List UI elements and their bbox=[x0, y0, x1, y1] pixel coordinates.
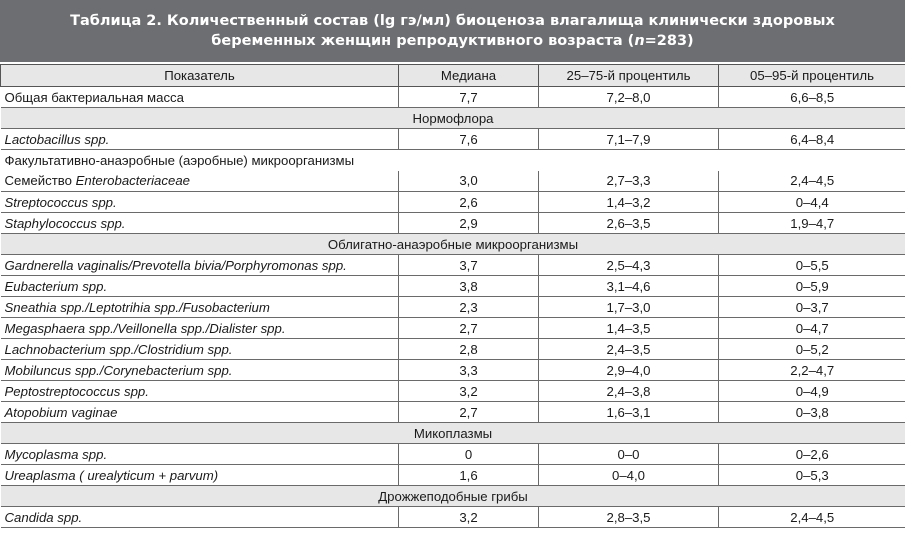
row-name: Megasphaera spp./Veillonella spp./Dialister spp. bbox=[4, 320, 286, 336]
table-row bbox=[1, 339, 905, 360]
table-row bbox=[1, 360, 905, 381]
row-name: Ureaplasma ( urealyticum + parvum) bbox=[4, 467, 219, 483]
header-indicator: Показатель bbox=[1, 65, 399, 87]
row-label bbox=[1, 360, 399, 381]
subsection-row bbox=[1, 150, 905, 171]
median-cell: 2,6 bbox=[399, 192, 539, 213]
p25-75-cell: 1,4–3,5 bbox=[539, 318, 719, 339]
row-name: Streptococcus spp. bbox=[4, 194, 117, 210]
section-row bbox=[1, 108, 905, 129]
row-name: Gardnerella vaginalis/Prevotella bivia/Porphyromonas spp. bbox=[4, 257, 347, 273]
row-label bbox=[1, 507, 399, 528]
title-text: беременных женщин репродуктивного возраста ( bbox=[211, 33, 635, 49]
p25-75-cell: 2,5–4,3 bbox=[539, 255, 719, 276]
header-median: Медиана bbox=[399, 65, 539, 87]
table-title-line-2 bbox=[211, 31, 693, 51]
table-row bbox=[1, 192, 905, 213]
empty-cell bbox=[399, 150, 539, 171]
table-row bbox=[1, 129, 905, 150]
median-cell: 3,8 bbox=[399, 276, 539, 297]
table-title-line-1: Таблица 2. Количественный состав (lg гэ/мл) биоценоза влагалища клинически здоровых bbox=[70, 13, 835, 29]
row-label bbox=[1, 255, 399, 276]
p05-95-cell: 0–4,4 bbox=[719, 192, 905, 213]
median-cell: 3,2 bbox=[399, 507, 539, 528]
p25-75-cell: 2,4–3,8 bbox=[539, 381, 719, 402]
row-label: Общая бактериальная масса bbox=[1, 87, 399, 108]
section-normoflora: Нормофлора bbox=[1, 108, 905, 129]
section-row bbox=[1, 234, 905, 255]
table-row bbox=[1, 465, 905, 486]
row-name: Sneathia spp./Leptotrihia spp./Fusobacterium bbox=[4, 299, 270, 315]
p05-95-cell: 1,9–4,7 bbox=[719, 213, 905, 234]
table-row bbox=[1, 318, 905, 339]
row-name: Eubacterium spp. bbox=[4, 278, 108, 294]
median-cell: 2,7 bbox=[399, 318, 539, 339]
row-label bbox=[1, 297, 399, 318]
row-name: Enterobacteriaceae bbox=[75, 173, 190, 189]
section-mycoplasma: Микоплазмы bbox=[1, 423, 905, 444]
median-cell: 1,6 bbox=[399, 465, 539, 486]
table-row bbox=[1, 381, 905, 402]
p25-75-cell: 7,2–8,0 bbox=[539, 87, 719, 108]
p05-95-cell: 0–5,5 bbox=[719, 255, 905, 276]
row-label bbox=[1, 276, 399, 297]
p25-75-cell: 1,6–3,1 bbox=[539, 402, 719, 423]
row-label bbox=[1, 213, 399, 234]
row-name: Candida spp. bbox=[4, 509, 83, 525]
p25-75-cell: 2,7–3,3 bbox=[539, 171, 719, 192]
p05-95-cell: 2,2–4,7 bbox=[719, 360, 905, 381]
title-count: =283) bbox=[644, 33, 694, 49]
p05-95-cell: 0–3,7 bbox=[719, 297, 905, 318]
section-fungi: Дрожжеподобные грибы bbox=[1, 486, 905, 507]
median-cell: 2,9 bbox=[399, 213, 539, 234]
row-label bbox=[1, 192, 399, 213]
median-cell: 7,7 bbox=[399, 87, 539, 108]
row-name: Atopobium vaginae bbox=[4, 404, 118, 420]
median-cell: 3,2 bbox=[399, 381, 539, 402]
header-p05-95: 05–95-й процентиль bbox=[719, 65, 905, 87]
empty-cell bbox=[719, 150, 905, 171]
p25-75-cell: 7,1–7,9 bbox=[539, 129, 719, 150]
row-name: Peptostreptococcus spp. bbox=[4, 383, 149, 399]
p05-95-cell: 6,6–8,5 bbox=[719, 87, 905, 108]
p05-95-cell: 0–4,9 bbox=[719, 381, 905, 402]
table-row bbox=[1, 297, 905, 318]
median-cell: 2,7 bbox=[399, 402, 539, 423]
table-row bbox=[1, 171, 905, 192]
row-label bbox=[1, 129, 399, 150]
row-label bbox=[1, 339, 399, 360]
median-cell: 3,3 bbox=[399, 360, 539, 381]
row-label bbox=[1, 381, 399, 402]
row-name: Lactobacillus spp. bbox=[4, 131, 110, 147]
empty-cell bbox=[539, 150, 719, 171]
p05-95-cell: 2,4–4,5 bbox=[719, 507, 905, 528]
section-obligate: Облигатно-анаэробные микроорганизмы bbox=[1, 234, 905, 255]
p05-95-cell: 2,4–4,5 bbox=[719, 171, 905, 192]
row-name: Staphylococcus spp. bbox=[4, 215, 126, 231]
row-label bbox=[1, 444, 399, 465]
median-cell: 7,6 bbox=[399, 129, 539, 150]
table-row bbox=[1, 444, 905, 465]
table-row bbox=[1, 402, 905, 423]
row-name: Mycoplasma spp. bbox=[4, 446, 108, 462]
p25-75-cell: 3,1–4,6 bbox=[539, 276, 719, 297]
table-row bbox=[1, 276, 905, 297]
median-cell: 2,3 bbox=[399, 297, 539, 318]
median-cell: 3,0 bbox=[399, 171, 539, 192]
title-n: n bbox=[634, 33, 645, 49]
header-row bbox=[1, 65, 905, 87]
p25-75-cell: 2,8–3,5 bbox=[539, 507, 719, 528]
header-p25-75: 25–75-й процентиль bbox=[539, 65, 719, 87]
p05-95-cell: 0–4,7 bbox=[719, 318, 905, 339]
section-row bbox=[1, 486, 905, 507]
p25-75-cell: 2,9–4,0 bbox=[539, 360, 719, 381]
table-row bbox=[1, 87, 905, 108]
row-label bbox=[1, 402, 399, 423]
row-label bbox=[1, 318, 399, 339]
p05-95-cell: 0–3,8 bbox=[719, 402, 905, 423]
p25-75-cell: 2,6–3,5 bbox=[539, 213, 719, 234]
p25-75-cell: 0–0 bbox=[539, 444, 719, 465]
section-row bbox=[1, 423, 905, 444]
p05-95-cell: 0–2,6 bbox=[719, 444, 905, 465]
row-name: Mobiluncus spp./Corynebacterium spp. bbox=[4, 362, 233, 378]
row-label bbox=[1, 171, 399, 192]
row-prefix: Семейство bbox=[4, 173, 76, 189]
row-name: Lachnobacterium spp./Clostridium spp. bbox=[4, 341, 233, 357]
table-title bbox=[0, 0, 905, 62]
p05-95-cell: 0–5,2 bbox=[719, 339, 905, 360]
table-row bbox=[1, 213, 905, 234]
row-label bbox=[1, 465, 399, 486]
median-cell: 0 bbox=[399, 444, 539, 465]
p25-75-cell: 0–4,0 bbox=[539, 465, 719, 486]
section-facultative: Факультативно-анаэробные (аэробные) микроорганизмы bbox=[4, 152, 355, 168]
table-row bbox=[1, 507, 905, 528]
data-table bbox=[0, 64, 905, 528]
p05-95-cell: 6,4–8,4 bbox=[719, 129, 905, 150]
p05-95-cell: 0–5,9 bbox=[719, 276, 905, 297]
median-cell: 2,8 bbox=[399, 339, 539, 360]
p05-95-cell: 0–5,3 bbox=[719, 465, 905, 486]
p25-75-cell: 1,7–3,0 bbox=[539, 297, 719, 318]
p25-75-cell: 1,4–3,2 bbox=[539, 192, 719, 213]
table-row bbox=[1, 255, 905, 276]
p25-75-cell: 2,4–3,5 bbox=[539, 339, 719, 360]
median-cell: 3,7 bbox=[399, 255, 539, 276]
